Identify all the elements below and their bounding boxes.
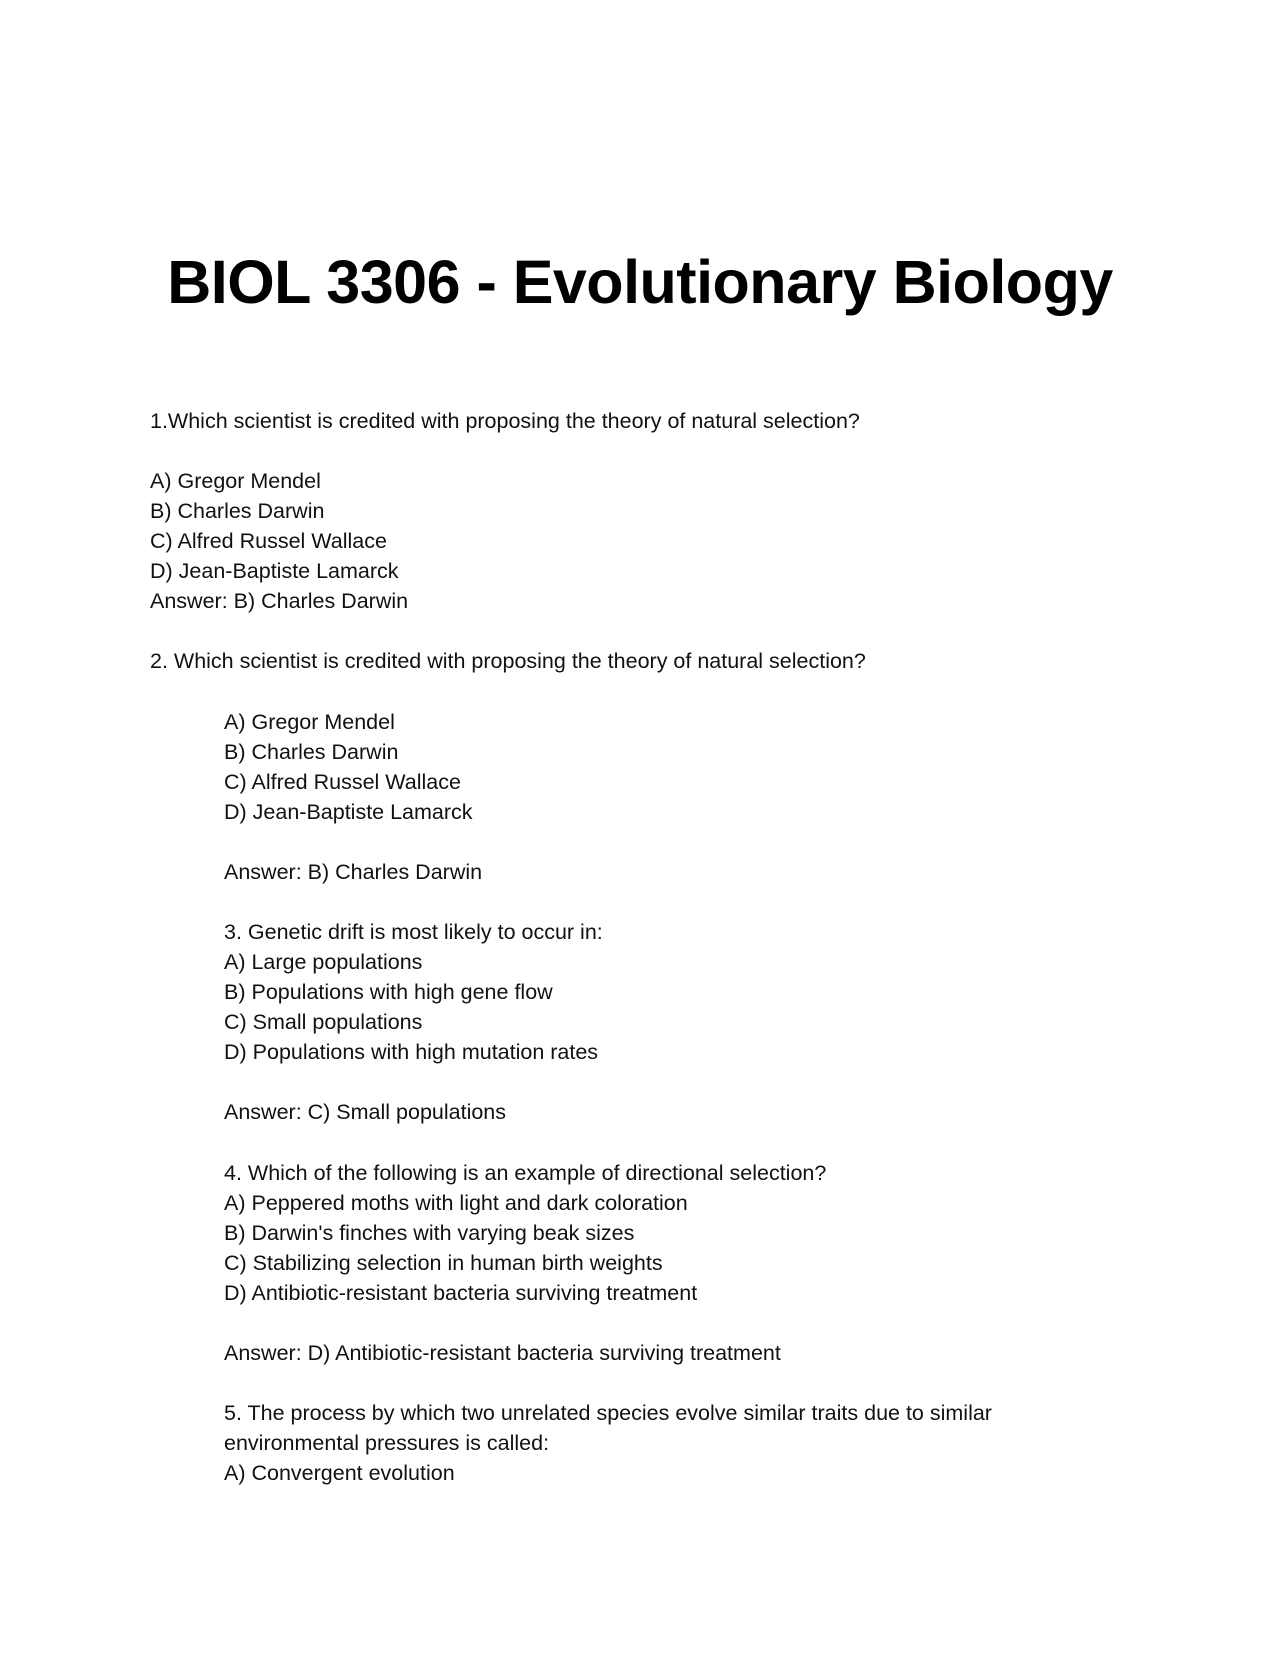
question-4-option-c: C) Stabilizing selection in human birth weights [224, 1251, 663, 1275]
question-3-option-d: D) Populations with high mutation rates [224, 1040, 599, 1064]
question-1-option-b: B) Charles Darwin [150, 499, 325, 523]
question-5-text-line-2: environmental pressures is called: [224, 1431, 550, 1455]
question-3-text: 3. Genetic drift is most likely to occur in: [224, 920, 603, 944]
question-2-option-c: C) Alfred Russel Wallace [224, 770, 461, 794]
question-1-text: 1.Which scientist is credited with proposing the theory of natural selection? [150, 409, 860, 433]
question-3-answer: Answer: C) Small populations [224, 1100, 507, 1124]
question-2-answer: Answer: B) Charles Darwin [224, 860, 483, 884]
question-1-answer: Answer: B) Charles Darwin [150, 589, 409, 613]
question-2-text: 2. Which scientist is credited with proposing the theory of natural selection? [150, 649, 866, 673]
question-2-option-d: D) Jean-Baptiste Lamarck [224, 800, 473, 824]
question-5-text-line-1: 5. The process by which two unrelated species evolve similar traits due to similar [224, 1401, 992, 1425]
question-4-option-d: D) Antibiotic-resistant bacteria surviving treatment [224, 1281, 698, 1305]
question-1-option-c: C) Alfred Russel Wallace [150, 529, 387, 553]
question-4-answer: Answer: D) Antibiotic-resistant bacteria surviving treatment [224, 1341, 781, 1365]
question-3-option-c: C) Small populations [224, 1010, 423, 1034]
document-title: BIOL 3306 - Evolutionary Biology [167, 248, 1113, 316]
question-2-option-b: B) Charles Darwin [224, 740, 399, 764]
question-2-option-a: A) Gregor Mendel [224, 710, 395, 734]
question-3-option-a: A) Large populations [224, 950, 423, 974]
question-3-option-b: B) Populations with high gene flow [224, 980, 553, 1004]
question-1-option-d: D) Jean-Baptiste Lamarck [150, 559, 399, 583]
question-4-option-b: B) Darwin's finches with varying beak sizes [224, 1221, 635, 1245]
question-4-option-a: A) Peppered moths with light and dark coloration [224, 1191, 688, 1215]
question-1-option-a: A) Gregor Mendel [150, 469, 321, 493]
question-4-text: 4. Which of the following is an example of directional selection? [224, 1161, 827, 1185]
question-5-option-a: A) Convergent evolution [224, 1461, 455, 1485]
